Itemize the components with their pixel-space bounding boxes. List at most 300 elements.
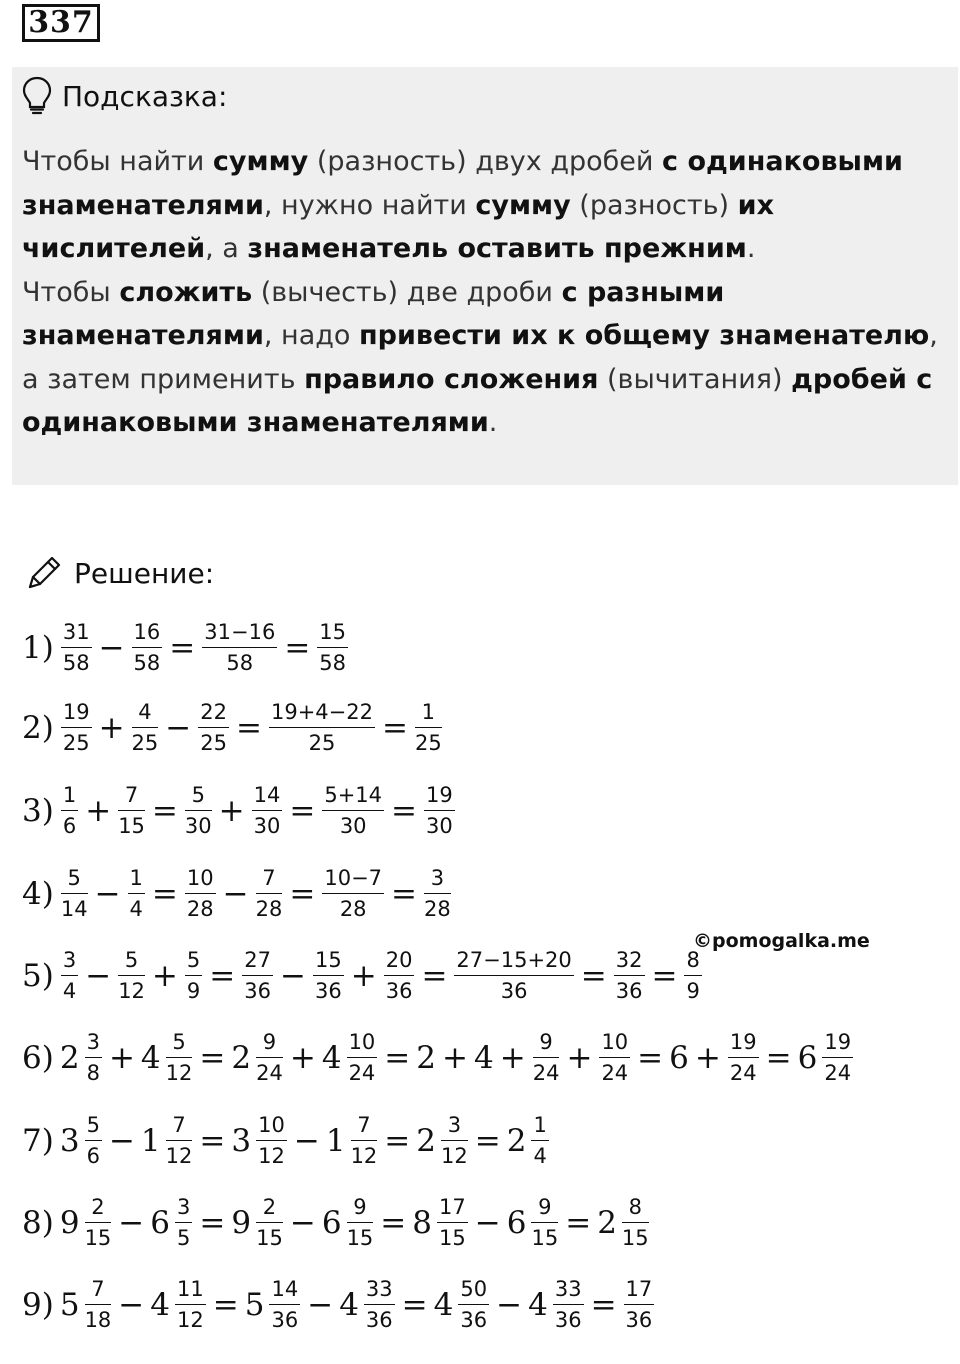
fraction <box>256 866 283 921</box>
operator: − <box>118 1286 145 1323</box>
operator: + <box>85 792 112 829</box>
fraction-numerator: 5 <box>166 1030 193 1058</box>
fraction-numerator: 50 <box>458 1277 489 1305</box>
fraction-denominator: 15 <box>531 1226 559 1250</box>
solution-heading <box>24 553 214 593</box>
fraction-numerator: 2 <box>85 1195 112 1223</box>
operator: = <box>391 875 418 912</box>
fraction <box>85 1277 112 1332</box>
fraction-numerator: 16 <box>132 620 163 648</box>
fraction-denominator: 14 <box>60 897 88 921</box>
fraction-denominator: 36 <box>615 979 643 1003</box>
fraction <box>313 948 344 1003</box>
fraction-denominator: 28 <box>424 897 451 921</box>
row-number: 9) <box>22 1286 54 1323</box>
fraction <box>256 1030 283 1085</box>
solution-row <box>22 700 445 755</box>
operator: = <box>380 1204 407 1241</box>
whole-number: 4 <box>321 1039 342 1076</box>
hint-bold-text: с одинаковыми знаменателями <box>22 146 903 221</box>
operator: = <box>637 1039 664 1076</box>
fraction-numerator: 19 <box>728 1030 759 1058</box>
fraction-numerator: 1 <box>61 783 78 811</box>
hint-bold-text: сумму <box>212 146 309 177</box>
fraction-numerator: 20 <box>384 948 415 976</box>
whole-number: 6 <box>669 1039 689 1076</box>
fraction-denominator: 12 <box>350 1144 378 1168</box>
whole-number: 9 <box>231 1204 252 1241</box>
fraction-denominator: 36 <box>625 1308 653 1332</box>
fraction-numerator: 17 <box>437 1195 468 1223</box>
fraction-denominator: 5 <box>177 1226 191 1250</box>
hint-text-segment: . <box>488 407 498 438</box>
fraction <box>531 1113 548 1168</box>
fraction-denominator: 4 <box>62 979 77 1003</box>
operator: = <box>421 957 448 994</box>
fraction-numerator: 3 <box>61 948 78 976</box>
fraction <box>364 1277 395 1332</box>
row-number: 8) <box>22 1204 54 1241</box>
fraction-numerator: 10 <box>256 1113 287 1141</box>
fraction-numerator: 33 <box>553 1277 584 1305</box>
fraction-denominator: 30 <box>253 814 281 838</box>
whole-number: 4 <box>150 1286 171 1323</box>
fraction <box>85 1195 112 1250</box>
fraction-denominator: 28 <box>339 897 367 921</box>
row-number: 4) <box>22 875 54 912</box>
fraction-numerator: 9 <box>533 1030 560 1058</box>
fraction-numerator: 33 <box>364 1277 395 1305</box>
fraction <box>118 948 145 1003</box>
fraction-denominator: 36 <box>314 979 342 1003</box>
fraction <box>242 948 273 1003</box>
fraction-denominator: 15 <box>621 1226 649 1250</box>
fraction <box>166 1030 193 1085</box>
operator: + <box>694 1039 721 1076</box>
operator: = <box>151 875 178 912</box>
fraction <box>132 700 159 755</box>
fraction-denominator: 30 <box>426 814 453 838</box>
whole-number: 1 <box>325 1122 346 1159</box>
fraction <box>553 1277 584 1332</box>
fraction <box>822 1030 853 1085</box>
hint-text-segment: , надо <box>263 320 360 351</box>
operator: + <box>151 957 178 994</box>
fraction-numerator: 32 <box>614 948 645 976</box>
fraction-numerator: 31−16 <box>202 620 277 648</box>
whole-number: 9 <box>59 1204 80 1241</box>
hint-heading-text: Подсказка: <box>62 79 228 113</box>
operator: − <box>85 957 112 994</box>
operator: = <box>381 709 408 746</box>
operator: − <box>165 709 192 746</box>
fraction-numerator: 5 <box>185 948 202 976</box>
row-number: 2) <box>22 709 54 746</box>
fraction-denominator: 24 <box>348 1061 376 1085</box>
hint-paragraph <box>22 140 947 271</box>
fraction-denominator: 25 <box>62 731 90 755</box>
hint-bold-text: сложить <box>119 276 253 308</box>
fraction-numerator: 15 <box>317 620 348 648</box>
row-number: 5) <box>22 957 54 994</box>
fraction <box>256 1113 287 1168</box>
whole-number: 6 <box>506 1204 527 1241</box>
operator: − <box>307 1286 334 1323</box>
operator: = <box>391 792 418 829</box>
operator: − <box>118 1204 145 1241</box>
fraction-numerator: 9 <box>347 1195 374 1223</box>
pencil-icon <box>24 553 64 593</box>
operator: = <box>199 1039 226 1076</box>
fraction-numerator: 7 <box>85 1277 112 1305</box>
fraction-denominator: 12 <box>165 1144 193 1168</box>
fraction-numerator: 19+4−22 <box>269 700 375 728</box>
fraction-numerator: 7 <box>118 783 145 811</box>
solution-row <box>22 620 351 675</box>
fraction-numerator: 19 <box>822 1030 853 1058</box>
operator: + <box>218 792 245 829</box>
fraction <box>118 783 145 838</box>
operator: − <box>98 629 125 666</box>
hint-text-segment: (разность) <box>570 189 738 221</box>
fraction <box>175 1195 192 1250</box>
operator: = <box>401 1286 428 1323</box>
fraction-denominator: 4 <box>533 1144 547 1168</box>
fraction <box>684 948 701 1003</box>
fraction <box>347 1030 378 1085</box>
operator: = <box>384 1039 411 1076</box>
fraction <box>458 1277 489 1332</box>
fraction-denominator: 28 <box>255 897 283 921</box>
whole-number: 4 <box>474 1039 494 1076</box>
fraction-numerator: 4 <box>132 700 159 728</box>
fraction-denominator: 9 <box>186 979 201 1003</box>
task-number: 337 <box>22 4 100 42</box>
operator: + <box>289 1039 316 1076</box>
fraction <box>599 1030 630 1085</box>
fraction-denominator: 24 <box>601 1061 629 1085</box>
fraction-numerator: 10 <box>185 866 216 894</box>
fraction-denominator: 24 <box>824 1061 852 1085</box>
fraction <box>85 1030 102 1085</box>
fraction-numerator: 22 <box>198 700 229 728</box>
operator: + <box>108 1039 135 1076</box>
whole-number: 3 <box>59 1122 80 1159</box>
fraction <box>61 783 78 838</box>
fraction-denominator: 8 <box>86 1061 100 1085</box>
fraction-denominator: 18 <box>84 1308 112 1332</box>
row-number: 7) <box>22 1122 54 1159</box>
fraction-denominator: 24 <box>532 1061 560 1085</box>
fraction <box>441 1113 468 1168</box>
fraction-numerator: 3 <box>441 1113 468 1141</box>
fraction-numerator: 17 <box>624 1277 655 1305</box>
hint-bold-text: их числителей <box>22 189 774 264</box>
fraction-numerator: 3 <box>424 866 451 894</box>
fraction-numerator: 3 <box>175 1195 192 1223</box>
solution-row <box>22 948 705 1003</box>
fraction <box>424 866 451 921</box>
fraction <box>531 1195 558 1250</box>
fraction-denominator: 24 <box>256 1061 283 1085</box>
fraction <box>424 783 455 838</box>
fraction <box>61 866 88 921</box>
hint-bold-text: знаменатель оставить прежним <box>247 233 747 264</box>
hint-heading <box>22 76 227 116</box>
solution-row <box>22 1195 652 1250</box>
fraction-denominator: 36 <box>385 979 413 1003</box>
whole-number: 6 <box>321 1204 342 1241</box>
fraction-numerator: 2 <box>256 1195 283 1223</box>
operator: = <box>384 1122 411 1159</box>
operator: − <box>222 875 249 912</box>
operator: + <box>566 1039 593 1076</box>
operator: + <box>442 1039 468 1076</box>
operator: + <box>499 1039 526 1076</box>
solution-row <box>22 1277 657 1332</box>
operator: = <box>151 792 178 829</box>
fraction-numerator: 8 <box>622 1195 649 1223</box>
fraction <box>202 620 277 675</box>
hint-bold-text: с разными знаменателями <box>22 276 725 351</box>
whole-number: 4 <box>433 1286 454 1323</box>
fraction-numerator: 5+14 <box>322 783 384 811</box>
fraction-numerator: 5 <box>185 783 212 811</box>
operator: = <box>590 1286 617 1323</box>
operator: = <box>474 1122 501 1159</box>
fraction <box>624 1277 655 1332</box>
operator: + <box>98 709 125 746</box>
whole-number: 2 <box>506 1122 527 1159</box>
hint-text-segment: , а <box>205 233 248 264</box>
operator: = <box>212 1286 239 1323</box>
whole-number: 5 <box>59 1286 80 1323</box>
fraction <box>269 1277 300 1332</box>
operator: = <box>565 1204 592 1241</box>
fraction-denominator: 15 <box>346 1226 374 1250</box>
operator: − <box>94 875 121 912</box>
hint-bold-text: сумму <box>475 189 571 221</box>
fraction-numerator: 10 <box>347 1030 378 1058</box>
whole-number: 5 <box>244 1286 265 1323</box>
fraction-denominator: 15 <box>256 1226 283 1250</box>
operator: = <box>169 629 196 666</box>
fraction <box>185 866 216 921</box>
fraction-numerator: 14 <box>269 1277 300 1305</box>
fraction-numerator: 27−15+20 <box>454 948 573 976</box>
fraction <box>454 948 573 1003</box>
fraction <box>61 948 78 1003</box>
fraction <box>198 700 229 755</box>
operator: − <box>289 1204 316 1241</box>
fraction <box>415 700 442 755</box>
operator: = <box>209 957 236 994</box>
fraction-numerator: 10 <box>599 1030 630 1058</box>
whole-number: 8 <box>412 1204 433 1241</box>
fraction-numerator: 27 <box>242 948 273 976</box>
fraction-denominator: 25 <box>308 731 336 755</box>
fraction <box>533 1030 560 1085</box>
fraction <box>61 700 92 755</box>
fraction <box>317 620 348 675</box>
whole-number: 2 <box>416 1039 437 1076</box>
fraction-denominator: 30 <box>339 814 367 838</box>
operator: = <box>199 1204 226 1241</box>
fraction-denominator: 25 <box>414 731 442 755</box>
fraction <box>384 948 415 1003</box>
hint-text-segment: (разность) двух дробей <box>308 146 663 177</box>
fraction-denominator: 6 <box>86 1144 100 1168</box>
hint-bold-text: правило сложения <box>304 363 599 395</box>
hint-text-segment: (вычесть) две дроби <box>252 276 562 308</box>
whole-number: 4 <box>339 1286 359 1323</box>
fraction-denominator: 4 <box>129 897 143 921</box>
hint-text <box>22 140 947 445</box>
whole-number: 6 <box>797 1039 818 1076</box>
operator: + <box>350 957 377 994</box>
whole-number: 2 <box>59 1039 80 1076</box>
fraction <box>622 1195 649 1250</box>
hint-text-segment: . <box>746 233 756 264</box>
hint-bold-text: привести их к общему знаменателю <box>359 320 930 351</box>
whole-number: 1 <box>140 1122 161 1159</box>
fraction-numerator: 10−7 <box>322 866 384 894</box>
fraction-numerator: 5 <box>61 866 88 894</box>
fraction-numerator: 14 <box>252 783 283 811</box>
fraction <box>175 1277 206 1332</box>
fraction-denominator: 36 <box>500 979 528 1003</box>
whole-number: 4 <box>528 1286 548 1323</box>
fraction-denominator: 36 <box>554 1308 582 1332</box>
operator: − <box>108 1122 135 1159</box>
fraction-denominator: 58 <box>62 651 90 675</box>
fraction-denominator: 25 <box>131 731 159 755</box>
fraction-denominator: 12 <box>118 979 145 1003</box>
operator: − <box>293 1122 320 1159</box>
fraction-numerator: 8 <box>684 948 701 976</box>
fraction-numerator: 15 <box>313 948 344 976</box>
fraction-denominator: 36 <box>244 979 271 1003</box>
operator: = <box>199 1122 226 1159</box>
operator: = <box>289 792 316 829</box>
solution-row <box>22 1113 552 1168</box>
operator: = <box>289 875 316 912</box>
fraction-numerator: 11 <box>175 1277 206 1305</box>
fraction <box>185 948 202 1003</box>
row-number: 6) <box>22 1039 54 1076</box>
fraction-denominator: 15 <box>439 1226 466 1250</box>
hint-bold-text: дробей с одинаковыми знаменателями <box>22 363 933 438</box>
operator: − <box>280 957 306 994</box>
fraction-denominator: 24 <box>729 1061 757 1085</box>
fraction-denominator: 15 <box>84 1226 112 1250</box>
fraction <box>322 866 384 921</box>
fraction <box>256 1195 283 1250</box>
fraction <box>166 1113 193 1168</box>
fraction-numerator: 3 <box>85 1030 102 1058</box>
fraction-numerator: 5 <box>118 948 145 976</box>
fraction-numerator: 7 <box>351 1113 378 1141</box>
fraction-numerator: 7 <box>166 1113 193 1141</box>
fraction-numerator: 1 <box>128 866 145 894</box>
operator: = <box>580 957 607 994</box>
row-number: 1) <box>22 629 54 666</box>
row-number: 3) <box>22 792 54 829</box>
fraction-numerator: 9 <box>256 1030 283 1058</box>
fraction-denominator: 12 <box>165 1061 193 1085</box>
fraction-numerator: 19 <box>424 783 455 811</box>
whole-number: 2 <box>416 1122 437 1159</box>
whole-number: 4 <box>140 1039 161 1076</box>
fraction-denominator: 6 <box>62 814 77 838</box>
fraction-denominator: 58 <box>226 651 254 675</box>
fraction <box>128 866 145 921</box>
solution-row <box>22 866 454 921</box>
fraction-numerator: 1 <box>415 700 442 728</box>
fraction-denominator: 30 <box>184 814 212 838</box>
solution-row <box>22 783 458 838</box>
fraction-denominator: 58 <box>319 651 347 675</box>
operator: = <box>236 709 262 746</box>
operator: = <box>284 629 311 666</box>
fraction <box>614 948 645 1003</box>
fraction-numerator: 19 <box>61 700 92 728</box>
fraction-denominator: 12 <box>258 1144 285 1168</box>
fraction-denominator: 12 <box>177 1308 204 1332</box>
whole-number: 6 <box>150 1204 171 1241</box>
whole-number: 2 <box>597 1204 617 1241</box>
fraction-numerator: 9 <box>531 1195 558 1223</box>
whole-number: 3 <box>231 1122 252 1159</box>
fraction-denominator: 12 <box>441 1144 468 1168</box>
hint-text-segment: , а затем применить <box>22 320 938 395</box>
fraction-denominator: 36 <box>365 1308 393 1332</box>
hint-paragraph <box>22 271 947 445</box>
hint-text-segment: , нужно найти <box>263 189 476 221</box>
whole-number: 2 <box>231 1039 252 1076</box>
fraction-numerator: 7 <box>256 866 283 894</box>
fraction-denominator: 9 <box>686 979 700 1003</box>
fraction <box>322 783 384 838</box>
fraction <box>269 700 375 755</box>
fraction-numerator: 1 <box>531 1113 548 1141</box>
fraction-denominator: 15 <box>118 814 145 838</box>
solution-row <box>22 1030 856 1085</box>
fraction <box>185 783 212 838</box>
fraction-denominator: 25 <box>200 731 227 755</box>
fraction <box>347 1195 374 1250</box>
fraction <box>85 1113 102 1168</box>
solution-heading-text: Решение: <box>74 556 215 590</box>
fraction <box>351 1113 378 1168</box>
hint-text-segment: (вычитания) <box>598 363 792 395</box>
operator: = <box>765 1039 792 1076</box>
fraction <box>252 783 283 838</box>
operator: − <box>474 1204 501 1241</box>
fraction-denominator: 36 <box>271 1308 299 1332</box>
fraction-numerator: 5 <box>85 1113 102 1141</box>
lightbulb-icon <box>22 76 52 116</box>
fraction <box>61 620 92 675</box>
fraction-denominator: 36 <box>460 1308 488 1332</box>
fraction <box>437 1195 468 1250</box>
fraction-numerator: 31 <box>61 620 92 648</box>
fraction-denominator: 58 <box>133 651 161 675</box>
hint-text-segment: Чтобы <box>22 276 120 308</box>
fraction-denominator: 28 <box>186 897 214 921</box>
fraction <box>132 620 163 675</box>
fraction <box>728 1030 759 1085</box>
